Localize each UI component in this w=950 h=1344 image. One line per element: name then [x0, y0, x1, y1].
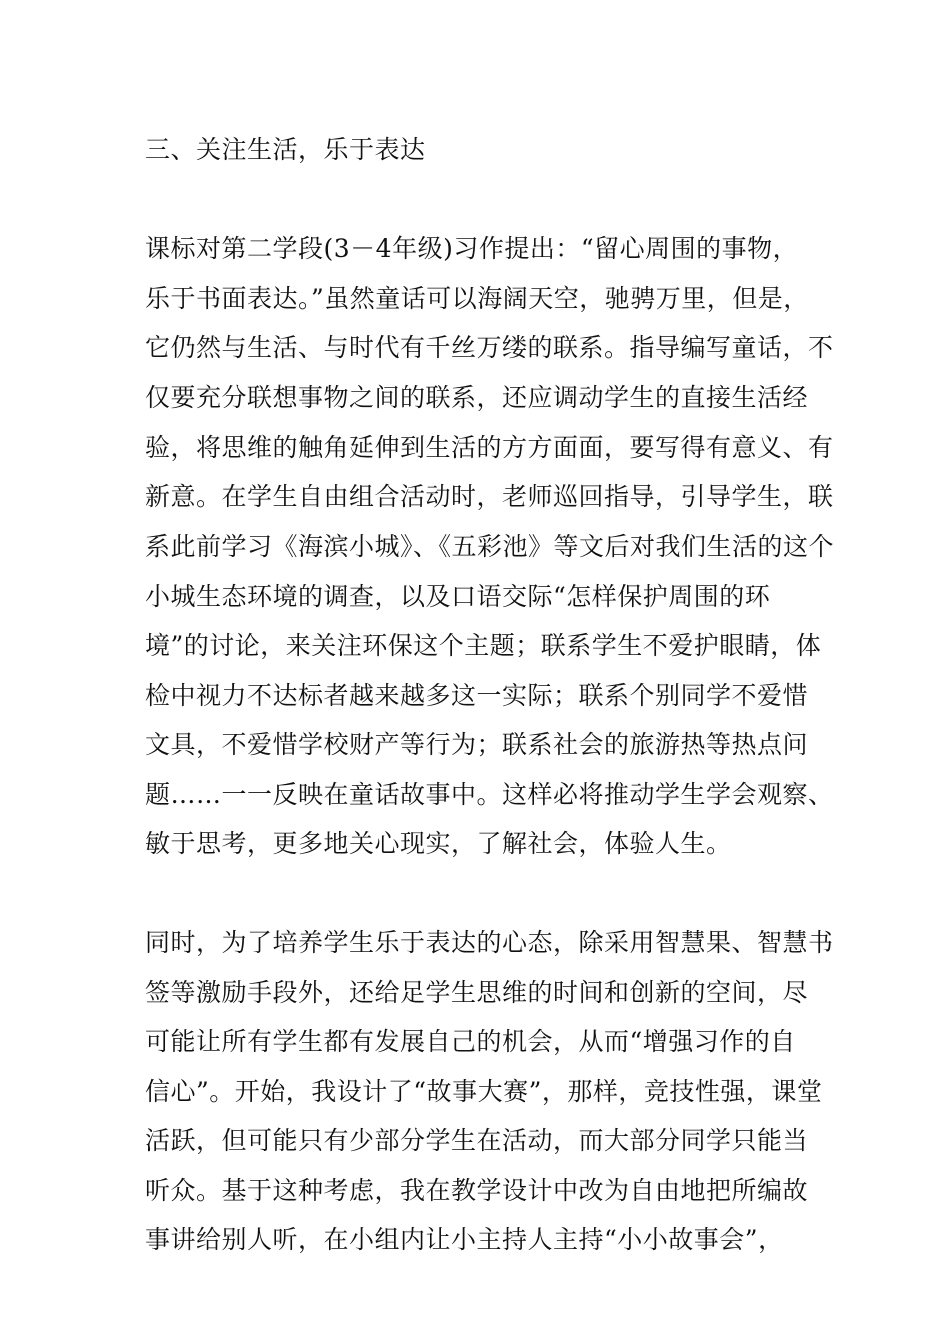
paragraph-line: 信心”。开始，我设计了“故事大赛”，那样，竞技性强，课堂	[145, 1077, 823, 1106]
paragraph-line: 活跃，但可能只有少部分学生在活动，而大部分同学只能当	[145, 1126, 809, 1155]
paragraph-line: 事讲给别人听，在小组内让小主持人主持“小小故事会”，	[145, 1225, 784, 1254]
paragraph-line: 仅要充分联想事物之间的联系，还应调动学生的直接生活经	[145, 383, 809, 412]
paragraph-line: 敏于思考，更多地关心现实，了解社会，体验人生。	[145, 829, 732, 858]
paragraph-line: 新意。在学生自由组合活动时，老师巡回指导，引导学生，联	[145, 482, 834, 511]
paragraph-line: 它仍然与生活、与时代有千丝万缕的联系。指导编写童话，不	[145, 333, 834, 362]
paragraph-line: 课标对第二学段(3－4年级)习作提出：“留心周围的事物，	[145, 234, 799, 263]
paragraph-line: 小城生态环境的调查，以及口语交际“怎样保护周围的环	[145, 582, 771, 611]
paragraph-line: 验，将思维的触角延伸到生活的方方面面，要写得有意义、有	[145, 433, 834, 462]
paragraph-line: 可能让所有学生都有发展自己的机会，从而“增强习作的自	[145, 1027, 796, 1056]
paragraph-line: 签等激励手段外，还给足学生思维的时间和创新的空间，尽	[145, 978, 809, 1007]
paragraph-line: 乐于书面表达。”虽然童话可以海阔天空，驰骋万里，但是，	[145, 284, 809, 313]
paragraph-line: 同时，为了培养学生乐于表达的心态，除采用智慧果、智慧书	[145, 928, 834, 957]
paragraph-line: 检中视力不达标者越来越多这一实际；联系个别同学不爱惜	[145, 681, 809, 710]
paragraph-line: 题……一一反映在童话故事中。这样必将推动学生学会观察、	[145, 780, 834, 809]
paragraph-line: 境”的讨论，来关注环保这个主题；联系学生不爱护眼睛，体	[145, 631, 822, 660]
paragraph-line: 系此前学习《海滨小城》、《五彩池》等文后对我们生活的这个	[145, 532, 835, 561]
paragraph-line: 文具，不爱惜学校财产等行为；联系社会的旅游热等热点问	[145, 730, 809, 759]
paragraph-line: 听众。基于这种考虑，我在教学设计中改为自由地把所编故	[145, 1176, 809, 1205]
section-heading: 三、关注生活，乐于表达	[145, 135, 426, 164]
